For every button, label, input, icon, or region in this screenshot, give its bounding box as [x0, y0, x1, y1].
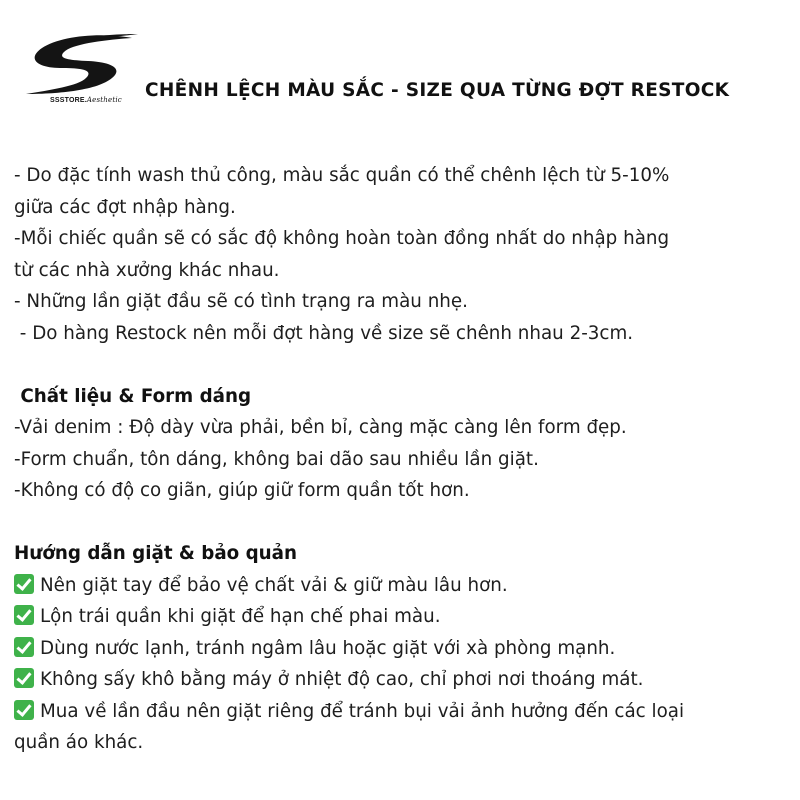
check-mark-button-icon [14, 605, 34, 625]
spacer [14, 507, 794, 539]
note-line: -Mỗi chiếc quần sẽ có sắc độ không hoàn toàn đồng nhất do nhập hàng [14, 228, 670, 249]
check-mark-button-icon [14, 574, 34, 594]
care-item-text: Dùng nước lạnh, tránh ngâm lâu hoặc giặt với xà phòng mạnh. [40, 637, 616, 659]
care-item [14, 601, 794, 633]
care-item-continuation: quần áo khác. [14, 732, 144, 753]
note-line: - Do đặc tính wash thủ công, màu sắc quần có thể chênh lệch từ 5-10% [14, 165, 670, 186]
note-line: từ các nhà xưởng khác nhau. [14, 259, 280, 281]
check-mark-button-icon [14, 668, 34, 688]
check-mark-button-icon [14, 700, 34, 720]
logo-name: SSSTORE. [50, 97, 87, 104]
logo-tagline: Aesthetic [86, 96, 122, 104]
content [14, 160, 794, 759]
material-heading: Chất liệu & Form dáng [14, 385, 252, 407]
care-item [14, 696, 794, 728]
material-line: -Không có độ co giãn, giúp giữ form quần tốt hơn. [14, 480, 470, 501]
note-line: - Do hàng Restock nên mỗi đợt hàng về size sẽ chênh nhau 2-3cm. [14, 322, 634, 344]
logo-wordmark [50, 96, 122, 104]
s-swoosh-logo-icon [20, 30, 140, 96]
care-item-text: Lộn trái quần khi giặt để hạn chế phai màu. [40, 606, 441, 627]
page-title: CHÊNH LỆCH MÀU SẮC - SIZE QUA TỪNG ĐỢT RESTOCK [145, 80, 730, 101]
note-line: - Những lần giặt đầu sẽ có tình trạng ra màu nhẹ. [14, 291, 468, 312]
care-item-text: Không sấy khô bằng máy ở nhiệt độ cao, chỉ phơi nơi thoáng mát. [40, 669, 644, 690]
material-line: -Vải denim : Độ dày vừa phải, bền bỉ, càng mặc càng lên form đẹp. [14, 417, 627, 438]
material-line: -Form chuẩn, tôn dáng, không bai dão sau nhiều lần giặt. [14, 448, 539, 470]
check-mark-button-icon [14, 637, 34, 657]
care-heading: Hướng dẫn giặt & bảo quản [14, 543, 298, 564]
care-item [14, 570, 794, 602]
care-item-text: Mua về lần đầu nên giặt riêng để tránh bụi vải ảnh hưởng đến các loại [40, 700, 685, 722]
care-item [14, 664, 794, 696]
spacer [14, 349, 794, 381]
brand-logo [20, 30, 140, 110]
header [20, 30, 790, 110]
care-item-text: Nên giặt tay để bảo vệ chất vải & giữ màu lâu hơn. [40, 574, 508, 596]
note-line: giữa các đợt nhập hàng. [14, 196, 236, 218]
care-item [14, 633, 794, 665]
